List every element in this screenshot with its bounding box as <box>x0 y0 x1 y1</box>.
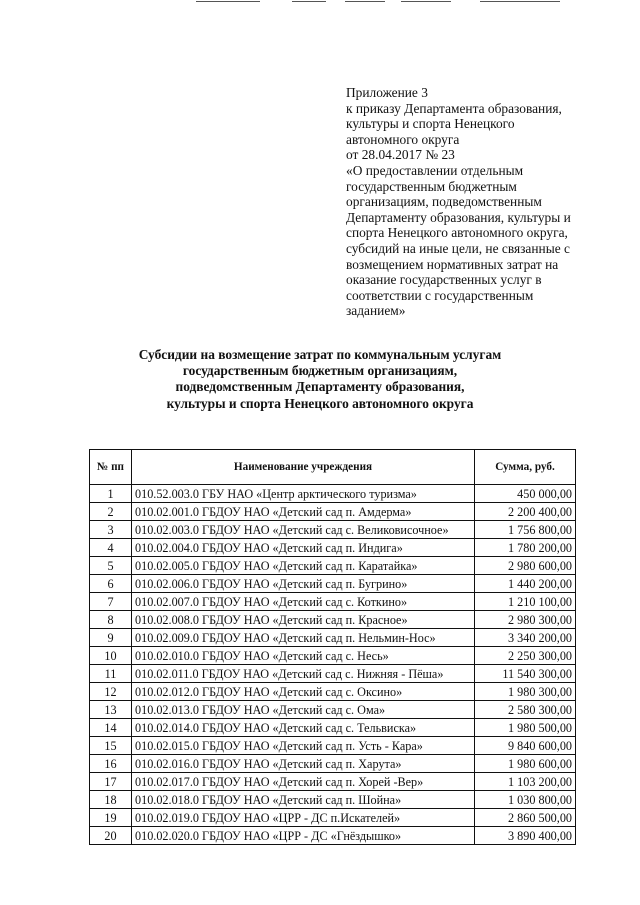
scan-artifact-line <box>292 1 326 2</box>
row-number: 17 <box>90 773 132 791</box>
institution-name: 010.02.014.0 ГБДОУ НАО «Детский сад с. Тельвиска» <box>132 719 475 737</box>
institution-name: 010.02.008.0 ГБДОУ НАО «Детский сад п. Красное» <box>132 611 475 629</box>
amount: 2 250 300,00 <box>475 647 576 665</box>
table-row <box>90 737 576 755</box>
appendix-line: Приложение 3 <box>346 85 428 100</box>
institution-name: 010.02.006.0 ГБДОУ НАО «Детский сад п. Бугрино» <box>132 575 475 593</box>
table-row <box>90 683 576 701</box>
amount: 2 980 300,00 <box>475 611 576 629</box>
institution-name: 010.02.019.0 ГБДОУ НАО «ЦРР - ДС п.Искателей» <box>132 809 475 827</box>
row-number: 15 <box>90 737 132 755</box>
header-number: № пп <box>90 450 132 485</box>
amount: 2 860 500,00 <box>475 809 576 827</box>
institution-name: 010.02.010.0 ГБДОУ НАО «Детский сад с. Несь» <box>132 647 475 665</box>
table-row <box>90 503 576 521</box>
table-row <box>90 557 576 575</box>
table-row <box>90 791 576 809</box>
table-row <box>90 629 576 647</box>
row-number: 18 <box>90 791 132 809</box>
title-line: подведомственным Департаменту образования, <box>175 379 465 395</box>
table-row <box>90 827 576 845</box>
row-number: 7 <box>90 593 132 611</box>
scan-artifact-line <box>401 1 451 2</box>
appendix-line: соответствии с государственным <box>346 287 534 303</box>
amount: 1 030 800,00 <box>475 791 576 809</box>
row-number: 9 <box>90 629 132 647</box>
amount: 2 200 400,00 <box>475 503 576 521</box>
appendix-line: к приказу Департамента образования, <box>346 100 562 116</box>
row-number: 5 <box>90 557 132 575</box>
amount: 1 780 200,00 <box>475 539 576 557</box>
scan-artifact-line <box>345 1 385 2</box>
table-row <box>90 719 576 737</box>
appendix-block <box>346 85 611 319</box>
title-line: культуры и спорта Ненецкого автономного округа <box>166 395 474 411</box>
table-row <box>90 773 576 791</box>
row-number: 8 <box>90 611 132 629</box>
institution-name: 010.02.005.0 ГБДОУ НАО «Детский сад п. Каратайка» <box>132 557 475 575</box>
institution-name: 010.02.017.0 ГБДОУ НАО «Детский сад п. Хорей -Вер» <box>132 773 475 791</box>
table-row <box>90 809 576 827</box>
appendix-line: «О предоставлении отдельным <box>346 162 524 178</box>
row-number: 14 <box>90 719 132 737</box>
document-title <box>60 347 580 412</box>
institution-name: 010.02.003.0 ГБДОУ НАО «Детский сад с. Великовисочное» <box>132 521 475 539</box>
table-row <box>90 539 576 557</box>
row-number: 20 <box>90 827 132 845</box>
scan-artifact-line <box>480 1 560 2</box>
row-number: 4 <box>90 539 132 557</box>
institution-name: 010.02.011.0 ГБДОУ НАО «Детский сад с. Нижняя - Пёша» <box>132 665 475 683</box>
institution-name: 010.02.013.0 ГБДОУ НАО «Детский сад с. Ома» <box>132 701 475 719</box>
institution-name: 010.02.015.0 ГБДОУ НАО «Детский сад п. Усть - Кара» <box>132 737 475 755</box>
table-row <box>90 521 576 539</box>
row-number: 11 <box>90 665 132 683</box>
table-row <box>90 575 576 593</box>
amount: 2 980 600,00 <box>475 557 576 575</box>
amount: 2 580 300,00 <box>475 701 576 719</box>
row-number: 1 <box>90 485 132 503</box>
amount: 11 540 300,00 <box>475 665 576 683</box>
table-row <box>90 701 576 719</box>
row-number: 13 <box>90 701 132 719</box>
row-number: 6 <box>90 575 132 593</box>
appendix-line: спорта Ненецкого автономного округа, <box>346 225 568 241</box>
appendix-line: возмещением нормативных затрат на <box>346 256 559 272</box>
amount: 1 980 600,00 <box>475 755 576 773</box>
row-number: 3 <box>90 521 132 539</box>
appendix-line: от 28.04.2017 № 23 <box>346 147 455 163</box>
appendix-line: субсидий на иные цели, не связанные с <box>346 240 570 256</box>
amount: 9 840 600,00 <box>475 737 576 755</box>
table-row <box>90 665 576 683</box>
appendix-line: заданием» <box>346 303 406 319</box>
amount: 1 440 200,00 <box>475 575 576 593</box>
institution-name: 010.52.003.0 ГБУ НАО «Центр арктического туризма» <box>132 485 475 503</box>
amount: 1 980 500,00 <box>475 719 576 737</box>
table-body <box>90 485 576 845</box>
header-amount: Сумма, руб. <box>475 450 576 485</box>
institution-name: 010.02.009.0 ГБДОУ НАО «Детский сад п. Нельмин-Нос» <box>132 629 475 647</box>
institution-name: 010.02.016.0 ГБДОУ НАО «Детский сад п. Харута» <box>132 755 475 773</box>
scan-artifact-line <box>196 1 260 2</box>
row-number: 16 <box>90 755 132 773</box>
row-number: 10 <box>90 647 132 665</box>
header-institution: Наименование учреждения <box>132 450 475 485</box>
table-row <box>90 611 576 629</box>
amount: 1 103 200,00 <box>475 773 576 791</box>
appendix-line: организациям, подведомственным <box>346 194 542 210</box>
title-line: государственным бюджетным организациям, <box>182 363 458 379</box>
table-row <box>90 485 576 503</box>
institution-name: 010.02.004.0 ГБДОУ НАО «Детский сад п. Индига» <box>132 539 475 557</box>
table-header-row <box>90 450 576 485</box>
institution-name: 010.02.007.0 ГБДОУ НАО «Детский сад с. Коткино» <box>132 593 475 611</box>
subsidy-table <box>89 449 576 845</box>
institution-name: 010.02.018.0 ГБДОУ НАО «Детский сад п. Шойна» <box>132 791 475 809</box>
title-line: Субсидии на возмещение затрат по коммунальным услугам <box>138 347 502 362</box>
table-row <box>90 593 576 611</box>
table-row <box>90 755 576 773</box>
amount: 1 210 100,00 <box>475 593 576 611</box>
amount: 450 000,00 <box>475 485 576 503</box>
row-number: 12 <box>90 683 132 701</box>
amount: 1 980 300,00 <box>475 683 576 701</box>
row-number: 2 <box>90 503 132 521</box>
institution-name: 010.02.001.0 ГБДОУ НАО «Детский сад п. Амдерма» <box>132 503 475 521</box>
institution-name: 010.02.012.0 ГБДОУ НАО «Детский сад с. Оксино» <box>132 683 475 701</box>
row-number: 19 <box>90 809 132 827</box>
amount: 3 340 200,00 <box>475 629 576 647</box>
table-row <box>90 647 576 665</box>
appendix-line: культуры и спорта Ненецкого <box>346 116 515 132</box>
institution-name: 010.02.020.0 ГБДОУ НАО «ЦРР - ДС «Гнёздышко» <box>132 827 475 845</box>
appendix-line: оказание государственных услуг в <box>346 272 542 288</box>
appendix-line: Департаменту образования, культуры и <box>346 209 571 225</box>
appendix-line: государственным бюджетным <box>346 178 517 194</box>
amount: 3 890 400,00 <box>475 827 576 845</box>
amount: 1 756 800,00 <box>475 521 576 539</box>
appendix-line: автономного округа <box>346 131 460 147</box>
